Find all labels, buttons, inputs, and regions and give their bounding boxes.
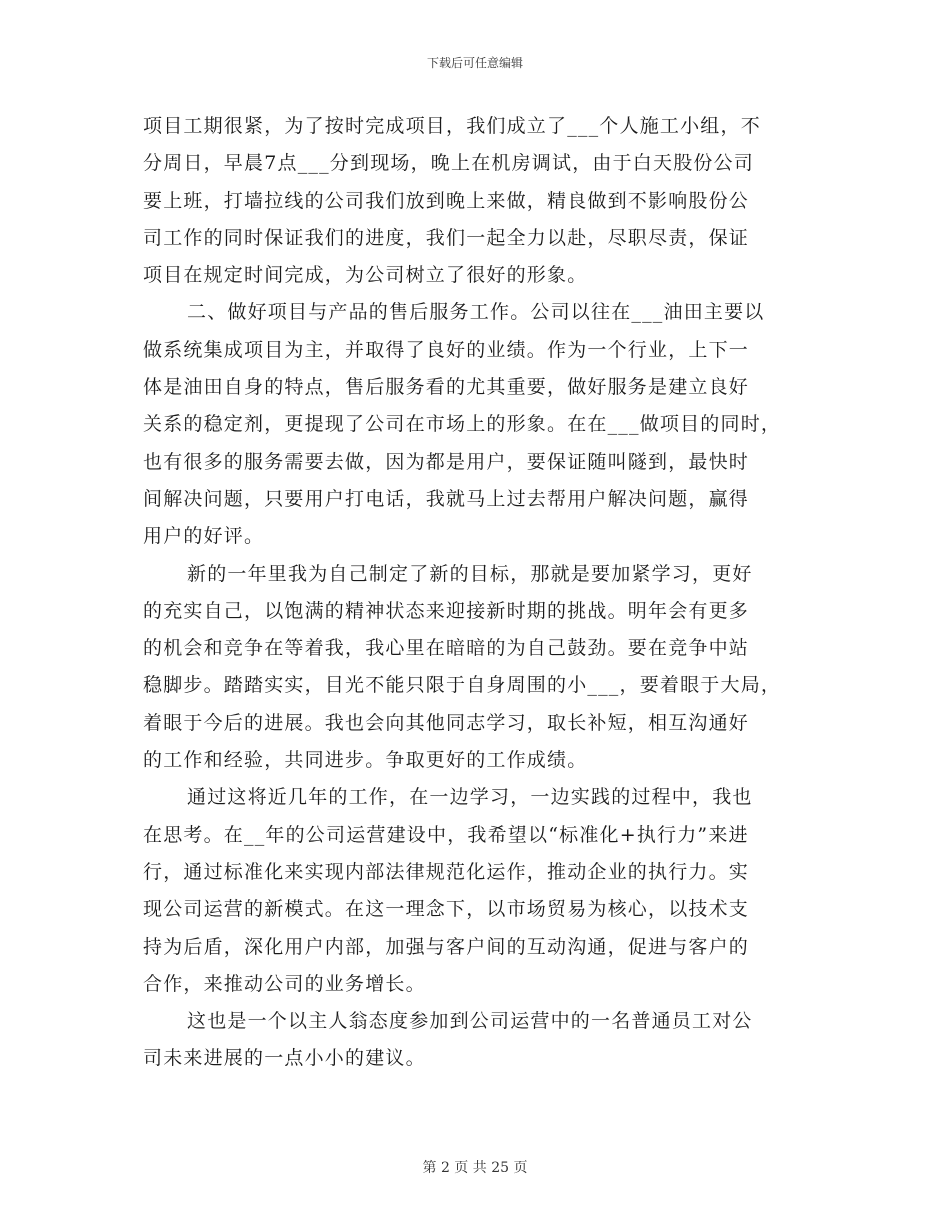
paragraph-5 [143,1003,811,1078]
text-line: 二、做好项目与产品的售后服务工作。公司以往在___油田主要以 [187,301,765,324]
text-line: 的机会和竞争在等着我，我心里在暗暗的为自己鼓劲。要在竞争中站 [143,637,750,660]
text-line: 着眼于今后的进展。我也会向其他同志学习，取长补短，相互沟通好 [143,711,750,734]
text-line: 也有很多的服务需要去做，因为都是用户，要保证随叫隧到，最快时 [143,450,750,473]
text-line: 司未来进展的一点小小的建议。 [143,1047,426,1070]
page-number: 第 2 页 共 25 页 [422,1160,528,1176]
text-line: 合作，来推动公司的业务增长。 [143,972,426,995]
text-line: 在思考。在__年的公司运营建设中，我希望以“标准化+执行力”来进 [143,823,749,846]
text-line: 新的一年里我为自己制定了新的目标，那就是要加紧学习，更好 [187,562,753,585]
text-line: 稳脚步。踏踏实实，目光不能只限于自身周围的小___，要着眼于大局， [143,674,782,697]
text-line: 关系的稳定剂，更提现了公司在市场上的形象。在在___做项目的同时， [143,413,782,436]
text-line: 项目在规定时间完成，为公司树立了很好的形象。 [143,264,588,287]
paragraph-2 [143,294,811,555]
text-line: 间解决问题，只要用户打电话，我就马上过去帮用户解决问题，赢得 [143,487,750,510]
paragraph-1 [143,108,811,294]
text-line: 的工作和经验，共同进步。争取更好的工作成绩。 [143,749,588,772]
paragraph-3 [143,556,811,780]
text-line: 通过这将近几年的工作，在一边学习，一边实践的过程中，我也 [187,786,753,809]
page-header: 下载后可任意编辑 [426,56,523,70]
text-line: 现公司运营的新模式。在这一理念下，以市场贸易为核心，以技术支 [143,898,750,921]
text-line: 的充实自己，以饱满的精神状态来迎接新时期的挑战。明年会有更多 [143,599,750,622]
text-line: 项目工期很紧，为了按时完成项目，我们成立了___个人施工小组，不 [143,115,761,137]
text-line: 这也是一个以主人翁态度参加到公司运营中的一名普通员工对公 [187,1010,753,1033]
text-line: 用户的好评。 [143,525,265,548]
paragraph-4 [143,779,811,1003]
text-line: 司工作的同时保证我们的进度，我们一起全力以赴，尽职尽责，保证 [143,226,750,249]
text-line: 分周日，早晨7点___分到现场，晚上在机房调试，由于白天股份公司 [143,152,754,175]
document-body [143,108,811,1078]
text-line: 要上班，打墙拉线的公司我们放到晚上来做，精良做到不影响股份公 [143,189,750,212]
text-line: 持为后盾，深化用户内部，加强与客户间的互动沟通，促进与客户的 [143,935,750,958]
text-line: 行，通过标准化来实现内部法律规范化运作，推动企业的执行力。实 [143,860,750,883]
text-line: 体是油田自身的特点，售后服务看的尤其重要，做好服务是建立良好 [143,376,750,399]
text-line: 做系统集成项目为主，并取得了良好的业绩。作为一个行业，上下一 [143,338,750,361]
